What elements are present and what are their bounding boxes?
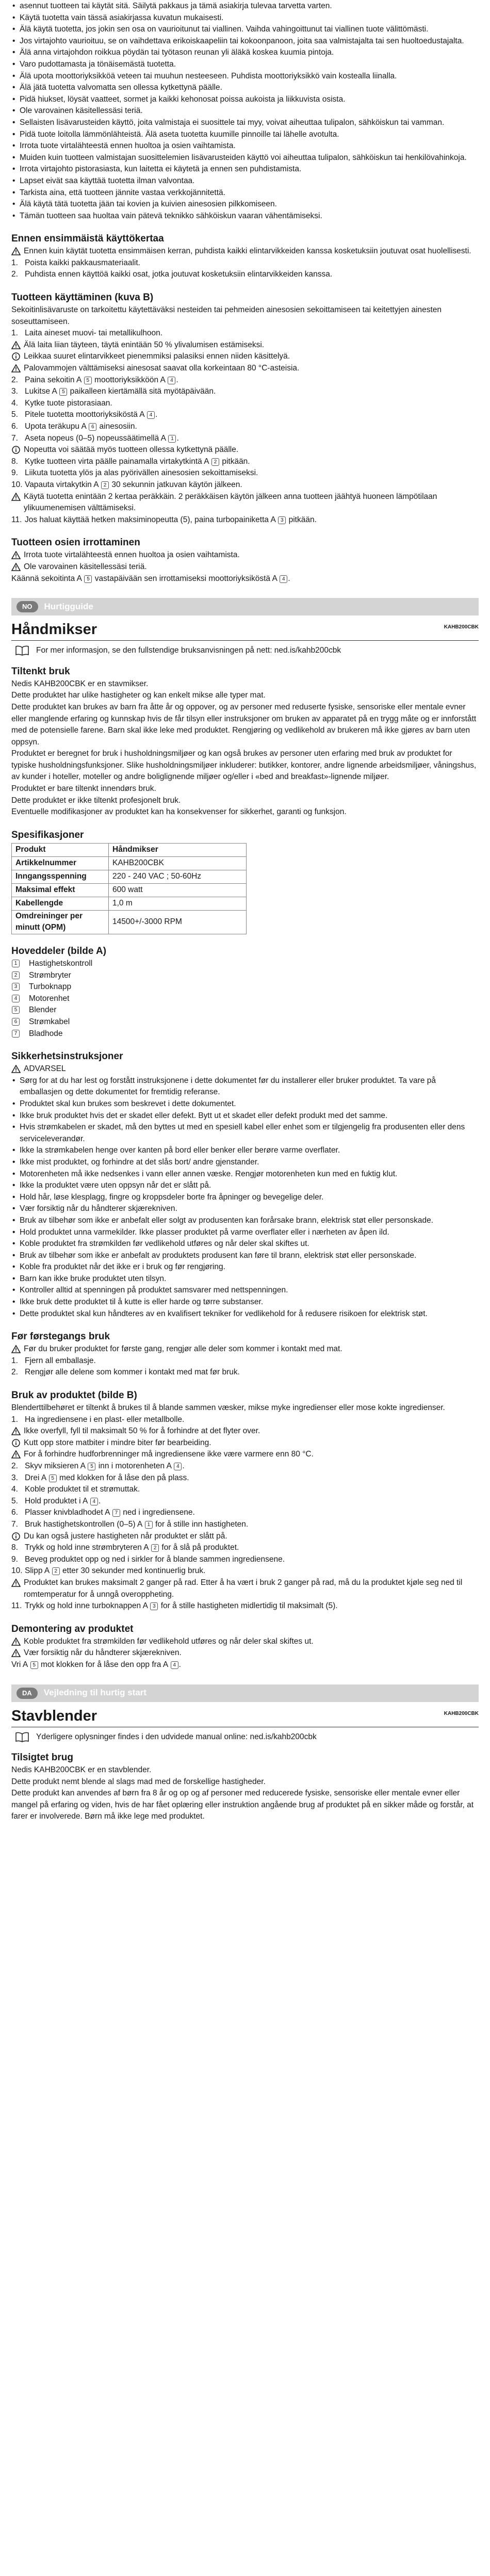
warning-note: [11, 1449, 479, 1461]
part-label: Bladhode: [29, 1029, 63, 1038]
part-item: [11, 970, 479, 982]
part-item: [11, 981, 479, 993]
bullet-item: • Älä anna virtajohdon roikkua pöydän tai työtason reunan yli äläkä koskea kuumia pintoja.: [11, 47, 479, 59]
step-item: [11, 409, 479, 421]
note-text: Nopeutta voi säätää myös tuotteen ollessa kytkettynä päälle.: [24, 445, 239, 455]
bullet-item: • Bruk av tilbehør som ikke er anbefalt av produktets produsent kan føre til brann, elektrisk støt eller personskade.: [11, 1250, 479, 1262]
bullet-item: • Produktet skal kun brukes som beskrevet i dette dokumentet.: [11, 1098, 479, 1110]
step-number: 4.: [11, 398, 18, 408]
figure-ref-box: 2: [101, 481, 109, 489]
spec-label: Artikkelnummer: [12, 856, 109, 870]
step-number: 3.: [11, 387, 18, 396]
part-label: Hastighetskontroll: [29, 959, 93, 968]
open-book-icon: [15, 645, 29, 656]
step-item: [11, 1600, 479, 1612]
step-item: [11, 1355, 479, 1367]
note-text: Du kan også justere hastigheten når produktet er slått på.: [24, 1531, 227, 1541]
step-number: 5.: [11, 410, 18, 419]
warning-triangle-icon: [11, 364, 21, 372]
info-note: [11, 1437, 479, 1449]
bullet-item: • Ikke bruk dette produktet til å kutte is eller harde og tørre substanser.: [11, 1297, 479, 1308]
fi-remove-warning-1: [11, 549, 479, 561]
part-number-box: 7: [12, 1030, 20, 1038]
no-model-code: KAHB200CBK: [444, 624, 479, 630]
bullet-item: • Käytä tuotetta vain tässä asiakirjassa kuvatun mukaisesti.: [11, 12, 479, 24]
warning-triangle-icon: [11, 493, 21, 501]
da-language-chip: DA: [17, 1688, 38, 1699]
no-first-steps: [11, 1355, 479, 1379]
bullet-item: • Varo pudottamasta ja tönäisemästä tuotetta.: [11, 59, 479, 71]
fi-first-use-warning-text: Ennen kuin käytät tuotetta ensimmäisen kerran, puhdista kaikki elintarvikkeiden kanssa kosketuksiin joutuvat osat huolellisesti.: [24, 247, 471, 256]
step-number: 9.: [11, 1554, 18, 1564]
step-number: 1.: [11, 1415, 18, 1424]
step-text: Paina sekoitin A 5 moottoriyksikköön A 4 .: [25, 375, 178, 384]
paragraph: Nedis KAHB200CBK er en stavblender.: [11, 1765, 152, 1775]
step-item: [11, 1519, 479, 1531]
figure-ref-box: 5: [88, 1463, 95, 1470]
step-item: [11, 257, 479, 269]
bullet-item: • Älä käytä tuotetta, jos jokin sen osa on vaurioitunut tai viallinen. Vaihda vahingoittunut tai viallinen tuote välittömästi.: [11, 24, 479, 36]
step-item: [11, 1542, 479, 1554]
part-number-box: 3: [12, 983, 20, 991]
step-number: 1.: [11, 329, 18, 338]
bullet-item: • Lapset eivät saa käyttää tuotetta ilman valvontaa.: [11, 175, 479, 187]
info-circle-icon: [11, 1532, 21, 1541]
step-item: [11, 1367, 479, 1379]
no-safety-warning-label: ADVARSEL: [24, 1064, 66, 1074]
bullet-item: • Koble fra produktet når det ikke er i bruk og før rengjøring.: [11, 1261, 479, 1273]
figure-ref-box: 5: [30, 1661, 38, 1669]
note-text: Leikkaa suuret elintarvikkeet pienemmiksi palasiksi ennen niiden käsittelyä.: [24, 352, 290, 361]
step-number: 1.: [11, 1356, 18, 1365]
step-text: Trykk og hold inne turboknappen A 3 for å stille hastigheten midlertidig til maksimalt (5).: [25, 1601, 338, 1611]
step-text: Slipp A 2 etter 30 sekunder med kontinuerlig bruk.: [25, 1566, 206, 1576]
part-item: [11, 1016, 479, 1028]
no-product-title: Håndmikser: [11, 621, 97, 638]
paragraph: Dette produktet kan brukes av barn fra åtte år og oppover, og av personer med reduserte fysiske, sensoriske eller mentale evner eller manglende erfaring og kunnskap hvis de får tilsyn eller instruksjoner om bruken av apparatet på en trygg måte og er innforstått med de potensielle farene. Barn skal ikke leke med produktet. Rengjøring og vedlikehold av brukeren må ikke gjøres av barn uten oppsyn.: [11, 702, 477, 747]
note-text: Ikke overfyll, fyll til maksimalt 50 % for å forhindre at det flyter over.: [24, 1427, 260, 1436]
no-parts-heading: Hoveddeler (bilde A): [11, 946, 107, 957]
part-label: Strømbryter: [29, 970, 71, 980]
spec-label: Omdreininger per minutt (OPM): [12, 910, 109, 934]
bullet-item: • Hold hår, løse klesplagg, fingre og kroppsdeler borte fra åpninger og bevegelige deler.: [11, 1192, 479, 1204]
step-item: [11, 1496, 479, 1508]
no-remove-heading: Demontering av produktet: [11, 1623, 134, 1634]
paragraph: Nedis KAHB200CBK er en stavmikser.: [11, 679, 149, 688]
no-title-row: [11, 621, 479, 638]
step-item: [11, 398, 479, 410]
spec-value: 14500+/-3000 RPM: [109, 910, 247, 934]
bullet-item: • Dette produktet skal kun håndteres av en kvalifisert tekniker for vedlikehold for å redusere risikoen for elektrisk støt.: [11, 1308, 479, 1320]
figure-ref-box: 5: [49, 1475, 57, 1482]
step-number: 10.: [11, 1566, 23, 1576]
bullet-item: • Älä jätä tuotetta valvomatta sen ollessa kytkettynä päälle.: [11, 82, 479, 94]
no-spec-heading: Spesifikasjoner: [11, 829, 84, 840]
paragraph: Produktet er beregnet for bruk i husholdningsmiljøer og kan også brukes av personer uten erfaring med bruk av produktet for typiske husholdningsfunksjoner. Slike husholdningsmiljøer inkluderer: butikker, kontorer, andre lignende arbeidsmiljøer, våningshus, av kunder i hoteller, moteller og andre boliglignende miljøer og/eller i «bed and breakfast»-lignende miljøer.: [11, 749, 477, 782]
note-text: Palovammojen välttämiseksi ainesosat saavat olla korkeintaan 80 °C-asteisia.: [24, 364, 300, 373]
step-text: Aseta nopeus (0–5) nopeussäätimellä A 1 .: [25, 433, 179, 443]
open-book-icon: [15, 1732, 29, 1742]
part-label: Strømkabel: [29, 1017, 70, 1026]
warning-note: [11, 1577, 479, 1600]
da-language-bar: [11, 1684, 479, 1702]
no-first-warning: [11, 1343, 479, 1355]
fi-first-use-steps: [11, 257, 479, 281]
bullet-item: • Vær forsiktig når du håndterer skjærekniven.: [11, 1203, 479, 1215]
step-text: Poista kaikki pakkausmateriaalit.: [25, 258, 140, 267]
step-item: [11, 479, 479, 491]
no-language-bar: [11, 598, 479, 615]
step-number: 10.: [11, 480, 23, 489]
info-circle-icon: [11, 446, 21, 454]
step-item: [11, 433, 479, 445]
note-text: Älä laita liian täyteen, täytä enintään 50 % ylivalumisen estämiseksi.: [24, 340, 265, 349]
step-text: Trykk og hold inne strømbryteren A 2 for å slå på produktet.: [25, 1543, 239, 1552]
part-number-box: 2: [12, 971, 20, 979]
warning-note: [11, 363, 479, 375]
spec-row: [12, 910, 247, 934]
warning-triangle-icon: [11, 247, 21, 255]
step-number: 8.: [11, 457, 18, 466]
no-use-heading: Bruk av produktet (bilde B): [11, 1390, 137, 1401]
no-spec-table: [11, 843, 247, 934]
no-use-steps: [11, 1414, 479, 1612]
part-label: Turboknapp: [29, 982, 72, 992]
step-text: Laita aineset muovi- tai metallikulhoon.: [25, 329, 163, 338]
no-intended-text: [11, 678, 479, 818]
spec-value: 220 - 240 VAC ; 50-60Hz: [109, 870, 247, 883]
figure-ref-box: 5: [84, 377, 92, 384]
no-intended-heading: Tiltenkt bruk: [11, 666, 70, 677]
no-guide-label: Hurtigguide: [44, 601, 93, 611]
part-item: [11, 1028, 479, 1040]
figure-ref-box: 1: [168, 435, 176, 443]
spec-label: Produkt: [12, 843, 109, 856]
warning-triangle-icon: [11, 1065, 21, 1073]
paragraph: Dette produkt kan anvendes af børn fra 8 år og op og af personer med reducerede fysiske, sensoriske eller mentale evner eller mangel på erfaring og viden, hvis de har fået oplæring eller instruktion angående brug af produktet på en sikker måde og forstår, at farer er involverede. Børn må ikke lege med produktet.: [11, 1789, 474, 1821]
step-item: [11, 1565, 479, 1577]
step-text: Skyv miksieren A 5 inn i motorenheten A 4 .: [25, 1462, 185, 1470]
figure-ref-box: 4: [168, 377, 175, 384]
warning-triangle-icon: [11, 1638, 21, 1646]
spec-row: [12, 856, 247, 870]
no-manual-info-text: For mer informasjon, se den fullstendige bruksanvisningen på nett: ned.is/kahb200cbk: [36, 646, 341, 655]
no-use-intro: Blenderttilbehøret er tiltenkt å brukes til å blande sammen væsker, mikse myke ingredienser eller mose kokte ingredienser.: [11, 1403, 445, 1413]
no-remove-warning-2-text: Vær forsiktig når du håndterer skjærekniven.: [24, 1648, 182, 1658]
spec-row: [12, 843, 247, 856]
part-item: [11, 958, 479, 970]
spec-row: [12, 883, 247, 897]
no-first-warning-text: Før du bruker produktet for første gang, rengjør alle deler som kommer i kontakt med mat.: [24, 1344, 342, 1354]
bullet-item: • Ikke la strømkabelen henge over kanten på bord eller benker eller berøre varme overflater.: [11, 1145, 479, 1157]
part-number-box: 4: [12, 995, 20, 1002]
spec-label: Inngangsspenning: [12, 870, 109, 883]
spec-label: Maksimal effekt: [12, 883, 109, 897]
part-label: Blender: [29, 1006, 57, 1015]
step-text: Hold produktet i A 4 .: [25, 1496, 101, 1505]
step-number: 2.: [11, 1368, 18, 1377]
warning-triangle-icon: [11, 1427, 21, 1435]
bullet-item: • Irrota virtajohto pistorasiasta, kun laitetta ei käytetä ja ennen sen puhdistamista.: [11, 164, 479, 175]
paragraph: Dette produktet har ulike hastigheter og kan enkelt mikse alle typer mat.: [11, 691, 266, 700]
figure-ref-box: 2: [52, 1567, 60, 1575]
spec-value: Håndmikser: [109, 843, 247, 856]
step-number: 8.: [11, 1543, 18, 1552]
fi-safety-list: [11, 1, 479, 222]
figure-ref-box: 2: [211, 458, 219, 466]
part-number-box: 1: [12, 960, 20, 967]
paragraph: Dette produktet er ikke tiltenkt profesjonelt bruk.: [11, 796, 181, 805]
step-item: [11, 1414, 479, 1426]
bullet-item: • Pidä tuote loitolla lämmönlähteistä. Älä aseta tuotetta kuumille pinnoille tai lähelle avotulta.: [11, 129, 479, 141]
da-title-row: [11, 1707, 479, 1725]
paragraph: Dette produkt nemt blende al slags mad med de forskellige hastigheder.: [11, 1777, 266, 1786]
step-number: 2.: [11, 1462, 18, 1470]
fi-remove-warning-2: [11, 561, 479, 573]
paragraph: Eventuelle modifikasjoner av produktet kan ha konsekvenser for sikkerhet, garanti og funksjon.: [11, 807, 347, 817]
bullet-item: • Tämän tuotteen saa huoltaa vain pätevä teknikko sähköiskun vaaran vähentämiseksi.: [11, 210, 479, 222]
bullet-item: • Muiden kuin tuotteen valmistajan suosittelemien lisävarusteiden käyttö voi aiheuttaa tulipalon, sähköiskun tai henkilövahinkoja.: [11, 152, 479, 164]
part-number-box: 6: [12, 1018, 20, 1026]
fi-use-steps: [11, 328, 479, 526]
step-text: Plasser knivbladhodet A 7 ned i ingrediensene.: [25, 1508, 195, 1517]
step-text: Fjern all emballasje.: [25, 1356, 96, 1365]
figure-ref-box: 4: [171, 1661, 178, 1669]
step-number: 2.: [11, 270, 18, 279]
figure-ref-box: 3: [278, 516, 286, 524]
step-number: 1.: [11, 258, 18, 267]
fi-first-use-warning: [11, 246, 479, 257]
warning-triangle-icon: [11, 341, 21, 349]
note-text: For å forhindre hudforbrenninger må ingrediensene ikke være varmere enn 80 °C.: [24, 1450, 314, 1459]
spec-row: [12, 897, 247, 910]
bullet-item: • Motorenheten må ikke nedsenkes i vann eller annen væske. Rengjør motorenheten kun med en fuktig klut.: [11, 1169, 479, 1180]
no-language-chip: NO: [17, 601, 38, 612]
fi-use-intro: Sekoitinlisävaruste on tarkoitettu käytettäväksi nesteiden tai pehmeiden ainesosien sekoittamiseen tai keitettyjen ainesten soseuttamiseen.: [11, 305, 442, 326]
no-title-rule: [11, 640, 479, 641]
part-number-box: 5: [12, 1006, 20, 1014]
step-text: Beveg produktet opp og ned i sirkler for å blande sammen ingrediensene.: [25, 1554, 285, 1564]
fi-first-use-heading: Ennen ensimmäistä käyttökertaa: [11, 233, 164, 245]
bullet-item: • Ikke mist produktet, og forhindre at det slås bort/ andre gjenstander.: [11, 1157, 479, 1169]
step-number: 7.: [11, 1519, 18, 1529]
info-circle-icon: [11, 1439, 21, 1447]
part-item: [11, 1005, 479, 1016]
step-text: Koble produktet til et strømuttak.: [25, 1485, 140, 1494]
figure-ref-box: 3: [150, 1602, 158, 1610]
info-note: [11, 351, 479, 363]
da-guide-label: Vejledning til hurtig start: [43, 1688, 147, 1698]
da-intended-heading: Tilsigtet brug: [11, 1752, 73, 1763]
warning-triangle-icon: [11, 1579, 21, 1587]
step-text: Puhdista ennen käyttöä kaikki osat, jotka joutuvat kosketuksiin elintarvikkeiden kanssa.: [25, 270, 333, 279]
step-text: Drei A 5 med klokken for å låse den på plass.: [25, 1473, 189, 1482]
info-circle-icon: [11, 352, 21, 361]
spec-value: 600 watt: [109, 883, 247, 897]
figure-ref-box: 4: [174, 1463, 182, 1470]
bullet-item: • Kontroller alltid at spenningen på produktet samsvarer med nettspenningen.: [11, 1285, 479, 1297]
step-text: Rengjør alle delene som kommer i kontakt med mat før bruk.: [25, 1368, 240, 1377]
step-number: 3.: [11, 1473, 18, 1482]
bullet-item: • Irrota tuote virtalähteestä ennen huoltoa ja osien vaihtamista.: [11, 140, 479, 152]
step-text: Kytke tuotteen virta päälle painamalla virtakytkintä A 2 pitkään.: [25, 457, 250, 466]
step-item: [11, 269, 479, 281]
bullet-item: • Barn kan ikke bruke produktet uten tilsyn.: [11, 1273, 479, 1285]
bullet-item: • Älä käytä tätä tuotetta jään tai kovien ja kuivien ainesosien pilkkomiseen.: [11, 199, 479, 210]
da-intended-text: [11, 1764, 479, 1823]
bullet-item: • Tarkista aina, että tuotteen jännite vastaa verkkojännitettä.: [11, 187, 479, 199]
bullet-item: • Bruk av tilbehør som ikke er anbefalt eller solgt av produsenten kan forårsake brann, elektrisk støt eller personskade.: [11, 1215, 479, 1227]
no-remove-warning-2: [11, 1647, 479, 1659]
warning-triangle-icon: [11, 563, 21, 571]
step-number: 6.: [11, 1508, 18, 1517]
step-item: [11, 514, 479, 526]
bullet-item: • Sørg for at du har lest og forstått instruksjonene i dette dokumentet før du installerer eller bruker produktet. Ta vare på emballasjen og dette dokumentet for fremtidig referanse.: [11, 1075, 479, 1098]
step-text: Jos haluat käyttää hetken maksiminopeutta (5), paina turbopainiketta A 3 pitkään.: [25, 515, 317, 524]
step-item: [11, 1472, 479, 1484]
bullet-item: • Koble produktet fra strømkilden før vedlikehold utføres og når deler skal skiftes ut.: [11, 1238, 479, 1250]
step-text: Upota teräkupu A 6 ainesosiin.: [25, 422, 137, 431]
no-remove-warning-1-text: Koble produktet fra strømkilden før vedlikehold utføres og når deler skal skiftes ut.: [24, 1637, 314, 1646]
step-number: 2.: [11, 375, 18, 384]
warning-triangle-icon: [11, 1450, 21, 1459]
figure-ref-box: 4: [90, 1498, 98, 1505]
step-text: Bruk hastighetskontrollen (0–5) A 1 for å stille inn hastigheten.: [25, 1519, 249, 1529]
step-number: 11.: [11, 515, 22, 524]
step-text: Vapauta virtakytkin A 2 30 sekunnin jatkuvan käytön jälkeen.: [25, 480, 242, 489]
step-text: Kytke tuote pistorasiaan.: [25, 398, 112, 408]
bullet-item: • Hold produktet unna varmekilder. Ikke plasser produktet på varme overflater eller i nærheten av åpen ild.: [11, 1227, 479, 1239]
no-safety-heading: Sikkerhetsinstruksjoner: [11, 1051, 123, 1062]
step-text: Liikuta tuotetta ylös ja alas pyörivällen ainesosien sekoittamiseksi.: [25, 468, 258, 478]
da-manual-info-text: Yderligere oplysninger findes i den udvidede manual online: ned.is/kahb200cbk: [36, 1732, 317, 1741]
warning-triangle-icon: [11, 1345, 21, 1353]
da-model-code: KAHB200CBK: [444, 1710, 479, 1716]
figure-ref-box: 4: [147, 411, 155, 419]
figure-ref-box: 2: [151, 1544, 159, 1552]
da-manual-info: [11, 1731, 479, 1743]
step-item: [11, 456, 479, 468]
warning-note: [11, 491, 479, 514]
step-item: [11, 375, 479, 386]
info-note: [11, 444, 479, 456]
bullet-item: • Älä upota moottoriyksikköä veteen tai muuhun nesteeseen. Puhdista moottoriyksikkö vain kostealla liinalla.: [11, 71, 479, 83]
fi-remove-heading: Tuotteen osien irrottaminen: [11, 537, 140, 548]
warning-note: [11, 339, 479, 351]
fi-remove-warning-2-text: Ole varovainen käsitellessäsi teriä.: [24, 562, 147, 571]
figure-ref-box: 1: [145, 1521, 153, 1529]
figure-ref-box: 6: [89, 423, 96, 431]
spec-value: 1,0 m: [109, 897, 247, 910]
bullet-item: • Pidä hiukset, löysät vaatteet, sormet ja kaikki kehonosat poissa aukoista ja liikkuvista osista.: [11, 94, 479, 106]
bullet-item: • Hvis strømkabelen er skadet, må den byttes ut med en spesiell kabel eller enhet som er tilgjengelig fra produsenten eller dens serviceleverandør.: [11, 1122, 479, 1145]
note-text: Kutt opp store matbiter i mindre biter før bearbeiding.: [24, 1438, 211, 1447]
step-item: [11, 467, 479, 479]
bullet-item: • Ole varovainen käsitellessäsi teriä.: [11, 105, 479, 117]
note-text: Produktet kan brukes maksimalt 2 ganger på rad. Etter å ha vært i bruk 2 ganger på rad, må du la produktet kjøle seg ned til romtemperatur for å unngå overoppheting.: [24, 1578, 463, 1599]
step-item: [11, 328, 479, 339]
da-product-title: Stavblender: [11, 1707, 97, 1724]
step-text: Lukitse A 5 paikalleen kiertämällä sitä myötäpäivään.: [25, 387, 216, 396]
paragraph: Produktet er bare tiltenkt innendørs bruk.: [11, 784, 156, 793]
figure-ref-box: 4: [280, 575, 287, 583]
step-item: [11, 421, 479, 433]
bullet-item: • Jos virtajohto vaurioituu, se on vaihdettava erikoiskaapeliin tai kokoonpanoon, joita saa valmistajalta tai sen huoltoedustajalta.: [11, 36, 479, 47]
no-first-heading: Før førstegangs bruk: [11, 1331, 110, 1342]
note-text: Käytä tuotetta enintään 2 kertaa peräkkäin. 2 peräkkäisen käytön jälkeen anna tuotteen jäähtyä huoneen lämpötilaan ylikuumenemisen välttämiseksi.: [24, 492, 437, 513]
part-item: [11, 993, 479, 1005]
bullet-item: • asennut tuotteen tai käytät sitä. Säilytä pakkaus ja tämä asiakirja tulevaa tarvetta varten.: [11, 1, 479, 12]
step-item: [11, 1484, 479, 1496]
part-label: Motorenhet: [29, 994, 70, 1003]
figure-ref-box: 7: [112, 1509, 120, 1517]
bullet-item: • Sellaisten lisävarusteiden käyttö, joita valmistaja ei suosittele tai myy, voivat aiheuttaa tulipalon, sähköiskun tai vamman.: [11, 117, 479, 129]
step-text: Ha ingrediensene i en plast- eller metallbolle.: [25, 1415, 185, 1424]
step-number: 11.: [11, 1601, 22, 1611]
fi-remove-warning-1-text: Irrota tuote virtalähteestä ennen huoltoa ja osien vaihtamista.: [24, 550, 240, 560]
step-item: [11, 386, 479, 398]
fi-use-heading: Tuotteen käyttäminen (kuva B): [11, 292, 154, 303]
no-manual-info: [11, 645, 479, 657]
spec-row: [12, 870, 247, 883]
bullet-item: • Ikke la produktet være uten oppsyn når det er slått på.: [11, 1180, 479, 1192]
step-item: [11, 1507, 479, 1519]
info-note: [11, 1531, 479, 1543]
step-number: 6.: [11, 422, 18, 431]
no-safety-list: [11, 1075, 479, 1320]
warning-triangle-icon: [11, 551, 21, 559]
step-item: [11, 1554, 479, 1566]
no-remove-text: Vri A 5 mot klokken for å låse den opp fra A 4 .: [11, 1660, 181, 1669]
bullet-item: • Ikke bruk produktet hvis det er skadet eller defekt. Bytt ut et skadet eller defekt produkt med det samme.: [11, 1110, 479, 1122]
figure-ref-box: 5: [84, 575, 92, 583]
no-parts-list: [11, 958, 479, 1040]
step-number: 4.: [11, 1485, 18, 1494]
no-safety-warning: [11, 1063, 479, 1075]
step-item: [11, 1461, 479, 1472]
warning-triangle-icon: [11, 1649, 21, 1657]
fi-remove-text: Käännä sekoitinta A 5 vastapäivään sen irrottamiseksi moottoriyksiköstä A 4 .: [11, 574, 290, 583]
step-number: 9.: [11, 468, 18, 478]
no-remove-warning-1: [11, 1636, 479, 1648]
spec-label: Kabellengde: [12, 897, 109, 910]
step-number: 7.: [11, 433, 18, 443]
spec-value: KAHB200CBK: [109, 856, 247, 870]
step-number: 5.: [11, 1496, 18, 1505]
warning-note: [11, 1425, 479, 1437]
figure-ref-box: 5: [59, 388, 67, 396]
step-text: Pitele tuotetta moottoriyksiköstä A 4 .: [25, 410, 158, 419]
